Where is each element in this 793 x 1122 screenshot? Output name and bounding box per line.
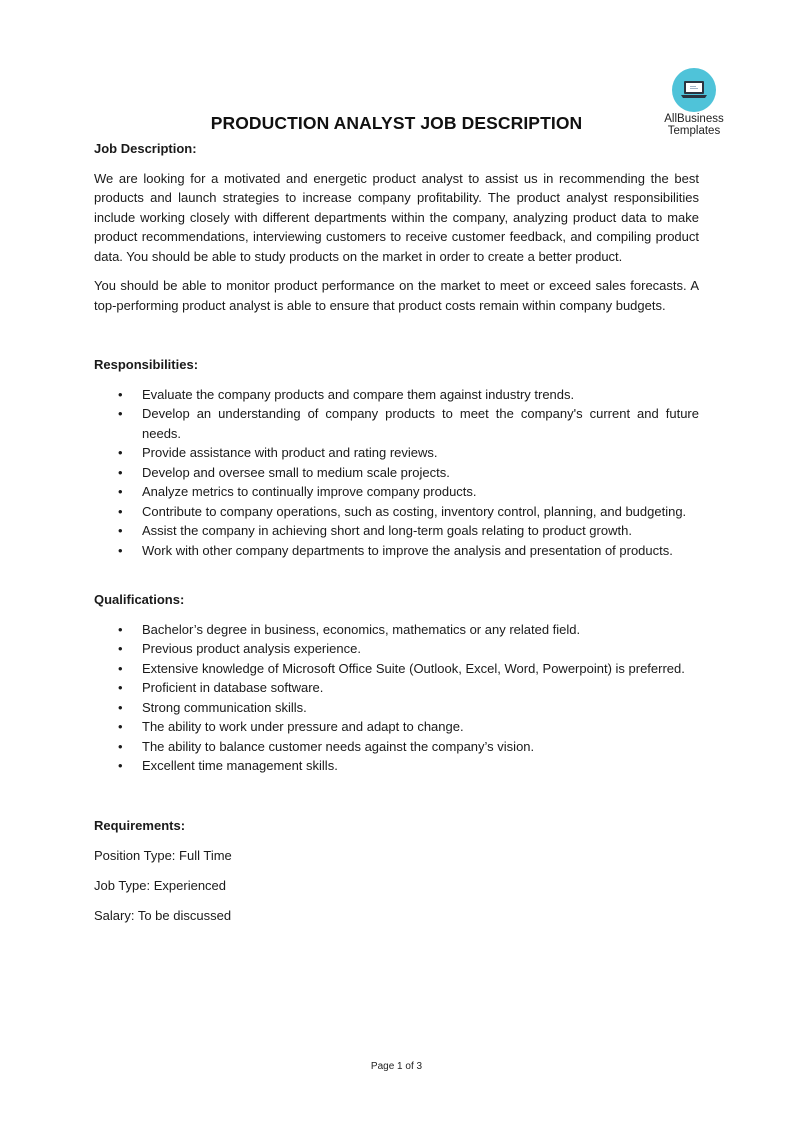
list-item-text: Develop and oversee small to medium scale projects. — [142, 464, 450, 480]
list-item — [94, 404, 699, 443]
bullet-icon: • — [118, 680, 123, 695]
list-item — [94, 463, 699, 483]
list-item-text: Provide assistance with product and rating reviews. — [142, 445, 438, 460]
list-item — [94, 443, 699, 463]
list-item-text: The ability to work under pressure and adapt to change. — [142, 719, 464, 734]
list-item — [94, 639, 699, 659]
list-item — [94, 482, 699, 502]
list-item — [94, 541, 699, 561]
logo-line-1: AllBusiness — [664, 113, 724, 125]
bullet-icon: • — [118, 660, 123, 676]
list-item — [94, 756, 699, 776]
job-description-paragraph-2: You should be able to monitor product performance on the market to meet or exceed sales forecasts. A top-performing product analyst is able to ensure that product costs remain within company budgets. — [94, 278, 699, 313]
job-description-paragraph-1: We are looking for a motivated and energetic product analyst to assist us in recommending the best products and launch strategies to increase company profitability. The product analyst responsibilities include working closely with different departments within the company, analyzing product data to make product recommendations, interviewing customers to receive customer feedback, and compiling product data. You should be able to study products on the market in order to create a better product. — [94, 170, 699, 264]
list-item — [94, 678, 699, 698]
list-item-text: Extensive knowledge of Microsoft Office Suite (Outlook, Excel, Word, Powerpoint) is preferred. — [142, 660, 685, 676]
list-item-text: Develop an understanding of company products to meet the company's current and future needs. — [142, 406, 699, 441]
list-item — [94, 737, 699, 757]
bullet-icon: • — [118, 738, 123, 754]
list-item-text: Strong communication skills. — [142, 699, 307, 715]
bullet-icon: • — [118, 758, 123, 773]
qualifications-heading: Qualifications: — [94, 592, 185, 607]
bullet-icon: • — [118, 542, 123, 558]
list-item-text: Work with other company departments to improve the analysis and presentation of products. — [142, 542, 673, 558]
list-item — [94, 717, 699, 737]
logo-badge — [672, 68, 716, 112]
list-item — [94, 698, 699, 718]
list-item-text: Proficient in database software. — [142, 680, 324, 695]
list-item-text: Bachelor’s degree in business, economics, mathematics or any related field. — [142, 621, 581, 637]
logo-line-2: Templates — [667, 125, 721, 137]
bullet-icon: • — [118, 464, 123, 480]
list-item — [94, 521, 699, 541]
responsibilities-heading: Responsibilities: — [94, 357, 199, 372]
bullet-icon: • — [118, 503, 123, 519]
document-body — [94, 139, 699, 925]
laptop-icon — [680, 78, 708, 102]
bullet-icon: • — [118, 641, 123, 656]
list-item-text: Assist the company in achieving short and long-term goals relating to product growth. — [142, 523, 632, 538]
job-description-heading: Job Description: — [94, 141, 197, 156]
list-item-text: The ability to balance customer needs against the company’s vision. — [142, 738, 535, 754]
list-item-text: Analyze metrics to continually improve company products. — [142, 484, 477, 499]
page-number: Page 1 of 3 — [370, 1061, 423, 1072]
list-item — [94, 620, 699, 640]
job-type: Job Type: Experienced — [94, 877, 227, 893]
responsibilities-list — [94, 385, 699, 561]
bullet-icon: • — [118, 386, 123, 402]
bullet-icon: • — [118, 719, 123, 734]
position-type: Position Type: Full Time — [94, 847, 232, 863]
list-item-text: Previous product analysis experience. — [142, 641, 361, 656]
bullet-icon: • — [118, 484, 123, 499]
requirements-heading: Requirements: — [94, 817, 186, 833]
bullet-icon: • — [118, 621, 123, 637]
bullet-icon: • — [118, 406, 123, 421]
list-item — [94, 385, 699, 405]
list-item-text: Excellent time management skills. — [142, 758, 338, 773]
list-item-text: Evaluate the company products and compare them against industry trends. — [142, 386, 575, 402]
qualifications-list — [94, 620, 699, 776]
bullet-icon: • — [118, 699, 123, 715]
salary: Salary: To be discussed — [94, 907, 232, 923]
page-title: PRODUCTION ANALYST JOB DESCRIPTION — [210, 113, 583, 133]
list-item — [94, 659, 699, 679]
bullet-icon: • — [118, 523, 123, 538]
list-item-text: Contribute to company operations, such as costing, inventory control, planning, and budgeting. — [142, 503, 687, 519]
list-item — [94, 502, 699, 522]
bullet-icon: • — [118, 445, 123, 460]
